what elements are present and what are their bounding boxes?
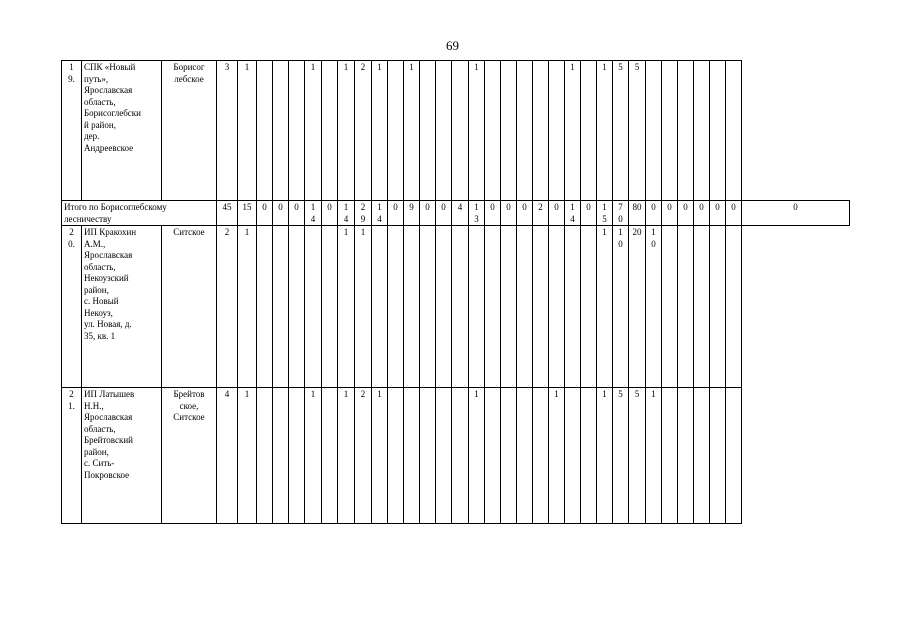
table-cell: 0 [581,201,597,226]
table-cell: 2 9 [355,201,372,226]
table-cell: 0 [646,201,662,226]
table-cell: 15 [238,201,257,226]
table-cell: 0 [501,201,517,226]
table-cell [646,61,662,201]
table-row [62,61,850,201]
table-cell [581,226,597,388]
table-cell: 5 [613,388,629,524]
row-number: 1 9. [62,61,82,201]
table-cell: 1 5 [597,201,613,226]
table-cell: 0 [694,201,710,226]
table-cell: 2 [217,226,238,388]
table-cell: 2 [355,388,372,524]
table-cell: 7 0 [613,201,629,226]
table-cell: 1 [597,226,613,388]
table-cell: 1 3 [469,201,485,226]
table-cell [388,388,404,524]
table-cell: 5 [629,388,646,524]
forestry-cell: Ситское [162,226,217,388]
table-cell: 0 [322,201,338,226]
table-cell [694,61,710,201]
table-cell [581,61,597,201]
table-cell [710,226,726,388]
table-cell [436,388,452,524]
table-cell [404,226,420,388]
table-cell: 0 [436,201,452,226]
table-cell [322,226,338,388]
forestry-table [61,60,850,524]
organization-cell: ИП Латышев Н.Н., Ярославская область, Брейтовский район, с. Сить- Покровское [82,388,162,524]
table-cell [289,61,305,201]
table-cell [289,226,305,388]
table-cell: 1 [597,61,613,201]
table-cell: 1 [469,388,485,524]
table-cell [485,388,501,524]
table-cell: 1 4 [565,201,581,226]
table-cell: 1 [305,61,322,201]
table-cell [662,388,678,524]
table-cell [420,226,436,388]
table-cell: 5 [629,61,646,201]
table-cell [322,61,338,201]
table-cell: 0 [662,201,678,226]
table-cell [257,61,273,201]
table-cell [581,388,597,524]
table-cell [305,226,322,388]
table-cell: 3 [217,61,238,201]
table-cell: 1 [372,61,388,201]
page-number: 69 [446,38,459,53]
table-cell [322,388,338,524]
table-cell: 0 [710,201,726,226]
table-cell [517,388,533,524]
table-cell: 1 [305,388,322,524]
table-cell [726,388,742,524]
table-cell [726,226,742,388]
table-cell: 2 [355,61,372,201]
table-cell [533,388,549,524]
table-cell: 1 [238,61,257,201]
table-cell [273,388,289,524]
table-cell: 80 [629,201,646,226]
table-cell: 0 [485,201,501,226]
table-cell: 4 [217,388,238,524]
forestry-cell: Брейтов ское, Ситское [162,388,217,524]
table-cell [678,61,694,201]
table-cell: 0 [726,201,742,226]
table-cell [678,226,694,388]
table-cell [549,61,565,201]
table-cell: 1 [404,61,420,201]
table-cell [501,61,517,201]
table-cell [436,61,452,201]
table-cell [694,388,710,524]
table-cell [710,61,726,201]
table-cell: 2 [533,201,549,226]
table-cell: 1 [355,226,372,388]
table-cell [549,226,565,388]
table-cell [420,61,436,201]
row-number: 2 0. [62,226,82,388]
table-cell [273,226,289,388]
table-cell: 1 4 [338,201,355,226]
table-cell [662,226,678,388]
table-cell: 0 [289,201,305,226]
table-cell [452,226,469,388]
table-cell: 1 4 [305,201,322,226]
table-cell [273,61,289,201]
table-cell: 4 [452,201,469,226]
table-cell: 0 [420,201,436,226]
table-cell [420,388,436,524]
table-cell: 1 0 [646,226,662,388]
table-cell [452,61,469,201]
forestry-cell: Борисог лебское [162,61,217,201]
table-cell: 1 4 [372,201,388,226]
table-cell: 45 [217,201,238,226]
organization-cell: ИП Кракохин А.М., Ярославская область, Некоузский район, с. Новый Некоуз, ул. Новая, д. 35, кв. 1 [82,226,162,388]
table-cell: 20 [629,226,646,388]
table-cell [517,226,533,388]
table-cell: 1 [469,61,485,201]
table-cell: 1 [238,388,257,524]
table-cell: 1 [565,61,581,201]
table-cell: 0 [678,201,694,226]
table-cell [533,226,549,388]
table-cell [452,388,469,524]
table-cell: 9 [404,201,420,226]
table-cell [517,61,533,201]
table-cell [388,226,404,388]
table-cell [257,226,273,388]
table-cell [710,388,726,524]
table-row [62,201,850,226]
table-cell [533,61,549,201]
table-cell: 1 [238,226,257,388]
table-cell: 0 [742,201,850,226]
table-cell [501,226,517,388]
table-cell: 1 [338,388,355,524]
table-cell: 0 [388,201,404,226]
table-cell [485,226,501,388]
table-cell [485,61,501,201]
table-cell: 1 [597,388,613,524]
table-cell [662,61,678,201]
table-cell [257,388,273,524]
table-cell: 0 [257,201,273,226]
table-cell: 0 [517,201,533,226]
table-cell [388,61,404,201]
organization-cell: СПК «Новый путь», Ярославская область, Борисоглебски й район, дер. Андреевское [82,61,162,201]
table-cell [436,226,452,388]
table-cell [678,388,694,524]
row-number: 2 1. [62,388,82,524]
table-row [62,226,850,388]
table-cell [469,226,485,388]
table-cell: 1 [549,388,565,524]
table-cell [501,388,517,524]
table-cell [289,388,305,524]
table-cell: 5 [613,61,629,201]
table-cell [404,388,420,524]
table-cell: 1 [646,388,662,524]
table-cell [565,226,581,388]
table-cell: 1 [372,388,388,524]
table-cell: 1 [338,226,355,388]
table-cell: 0 [273,201,289,226]
total-label: Итого по Борисоглебскому лесничеству [62,201,217,226]
table-cell: 0 [549,201,565,226]
table-cell: 1 [338,61,355,201]
table-row [62,388,850,524]
table-cell [726,61,742,201]
table-cell [372,226,388,388]
table-cell [565,388,581,524]
table-cell: 1 0 [613,226,629,388]
table-cell [694,226,710,388]
